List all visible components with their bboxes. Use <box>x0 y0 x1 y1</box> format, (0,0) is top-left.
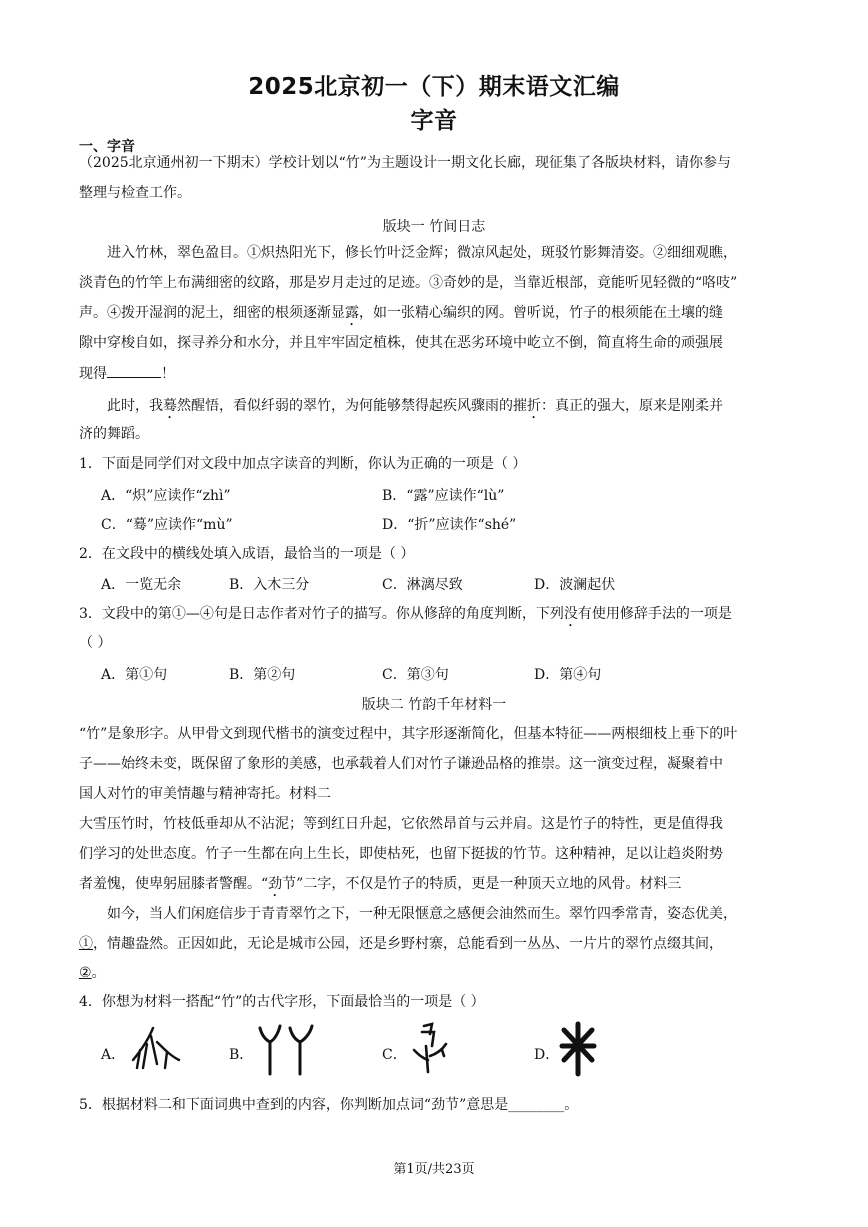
bamboo-glyph-b-icon <box>252 1022 320 1078</box>
material-text: 节”二字，不仅是竹子的特质，更是一种顶天立地的风骨。材料三 <box>282 876 682 892</box>
material-line <box>79 874 681 900</box>
passage-text: ：真正的强大，原来是刚柔并 <box>541 398 723 414</box>
doc-subtitle: 字音 <box>410 108 458 134</box>
question-2: 2．在文段中的横线处填入成语，最恰当的一项是（ ） <box>79 546 415 562</box>
question-1: 1．下面是同学们对文段中加点字读音的判断，你认为正确的一项是（ ） <box>79 456 527 472</box>
intro-line-2: 整理与检查工作。 <box>79 185 191 201</box>
q3-stem: 有使用修辞手法的一项是 <box>577 606 732 622</box>
material-text: ，情趣盎然。正因如此，无论是城市公园，还是乡野村寨，总能看到一丛丛、一片片的翠竹点缀其间， <box>93 936 723 952</box>
q3-option-c[interactable]: C．第③句 <box>382 667 449 683</box>
block2-title: 版块二 竹韵千年材料一 <box>361 697 507 713</box>
blank-marker-2: ② <box>79 965 92 981</box>
blank-marker-1: ① <box>79 936 93 952</box>
q4-option-c[interactable] <box>382 1044 407 1064</box>
bamboo-glyph-a-icon <box>127 1024 183 1074</box>
material-line <box>79 934 723 954</box>
material-line: 国人对竹的审美情趣与精神寄托。材料二 <box>79 786 331 802</box>
q4-option-d-label: D． <box>534 1047 560 1063</box>
q1-option-d[interactable]: D．“折”应读作“shé” <box>382 517 517 533</box>
q3-answer-paren: （ ） <box>79 635 112 651</box>
passage-line <box>107 243 737 263</box>
q4-option-b-label: B． <box>229 1047 254 1063</box>
passage-line <box>79 303 723 329</box>
q3-stem: 3．文段中的第①—④句是日志作者对竹子的描写。你从修辞的角度判断，下列 <box>79 606 564 622</box>
q2-option-c[interactable]: C．淋漓尽致 <box>382 577 463 593</box>
bamboo-glyph-c-icon <box>408 1020 452 1076</box>
q1-option-b[interactable]: B．“露”应读作“lù” <box>382 488 505 504</box>
passage-line: 淡青色的竹竿上布满细密的纹路，那是岁月走过的足迹。③奇妙的是，当靠近根部，竟能听见轻微的“咯吱” <box>79 275 738 291</box>
q2-option-a[interactable]: A．一览无余 <box>101 577 182 593</box>
bamboo-glyph-d-icon <box>556 1020 600 1078</box>
material-line: 们学习的处世态度。竹子一生都在向上生长，即使枯死，也留下挺拔的竹节。这种精神，足以让趋炎附势 <box>79 846 723 862</box>
dotted-char: 露 <box>345 305 359 321</box>
material-line: “竹”是象形字。从甲骨文到现代楷书的演变过程中，其字形逐渐简化，但基本特征——两根细枝上垂下的叶 <box>79 726 738 742</box>
block1-title: 版块一 竹间日志 <box>382 219 486 235</box>
doc-title: 2025北京初一（下）期末语文汇编 <box>248 74 620 100</box>
question-3 <box>79 604 732 630</box>
dotted-char: 蓦 <box>163 398 177 414</box>
q3-option-d[interactable]: D．第④句 <box>534 667 602 683</box>
material-line: 子——始终未变，既保留了象形的美感，也承载着人们对竹子谦逊品格的推崇。这一演变过程，凝聚着中 <box>79 756 723 772</box>
passage-line: 济的舞蹈。 <box>79 426 149 442</box>
q1-option-a[interactable]: A．“炽”应读作“zhì” <box>101 488 231 504</box>
material-line <box>79 963 106 983</box>
q4-option-a[interactable] <box>101 1044 125 1064</box>
passage-text: 声。④拨开湿润的泥土，细密的根须逐渐显 <box>79 305 345 321</box>
material-line: 如今，当人们闲庭信步于青青翠竹之下，一种无限惬意之感便会油然而生。翠竹四季常青，姿态优美， <box>107 906 737 922</box>
passage-text: 然醒悟，看似纤弱的翠竹，为何能够禁得起疾风骤雨的摧 <box>177 398 527 414</box>
passage-line <box>107 396 723 422</box>
intro-line-1: （2025北京通州初一下期末）学校计划以“竹”为主题设计一期文化长廊，现征集了各版块材料，请你参与 <box>79 155 731 171</box>
q3-option-a[interactable]: A．第①句 <box>101 667 168 683</box>
q4-option-c-label: C． <box>382 1047 407 1063</box>
section-heading: 一、字音 <box>79 139 135 155</box>
passage-line <box>79 363 175 384</box>
page-footer: 第1页/共23页 <box>393 1162 475 1177</box>
q4-option-b[interactable] <box>229 1044 253 1064</box>
material-line: 大雪压竹时，竹枝低垂却从不沾泥；等到红日升起，它依然昂首与云并肩。这是竹子的特性，更是值得我 <box>79 816 723 832</box>
question-5: 5．根据材料二和下面词典中查到的内容，你判断加点词“劲节”意思是________。 <box>79 1097 579 1113</box>
q4-option-a-label: A． <box>101 1047 126 1063</box>
passage-text: ，如一张精心编织的网。曾听说，竹子的根须能在土壤的缝 <box>359 305 723 321</box>
q1-option-c[interactable]: C．“蓦”应读作“mù” <box>101 517 233 533</box>
question-4: 4．你想为材料一搭配“竹”的古代字形，下面最恰当的一项是（ ） <box>79 994 485 1010</box>
passage-text: 现得 <box>79 366 107 382</box>
q3-option-b[interactable]: B．第②句 <box>229 667 296 683</box>
passage-text: 进入竹林，翠色盈目。①炽热阳光下，修长竹叶泛金辉；微凉风起处，斑驳竹影舞清姿。②细细观瞧， <box>107 245 737 261</box>
q2-option-d[interactable]: D．波澜起伏 <box>534 577 616 593</box>
fill-blank <box>107 363 161 378</box>
dotted-char: 劲 <box>268 876 283 892</box>
dotted-char: 折 <box>527 398 541 414</box>
material-text: 。 <box>91 965 106 981</box>
passage-line: 隙中穿梭自如，探寻养分和水分，并且牢牢固定植株，使其在恶劣环境中屹立不倒，简直将生命的顽强展 <box>79 335 723 351</box>
q2-option-b[interactable]: B．入木三分 <box>229 577 310 593</box>
passage-text: 此时，我 <box>107 398 163 414</box>
passage-text: ！ <box>161 366 175 382</box>
dotted-char: 没 <box>563 606 578 622</box>
material-text: 者羞愧，使卑躬屈膝者警醒。“ <box>79 876 269 892</box>
